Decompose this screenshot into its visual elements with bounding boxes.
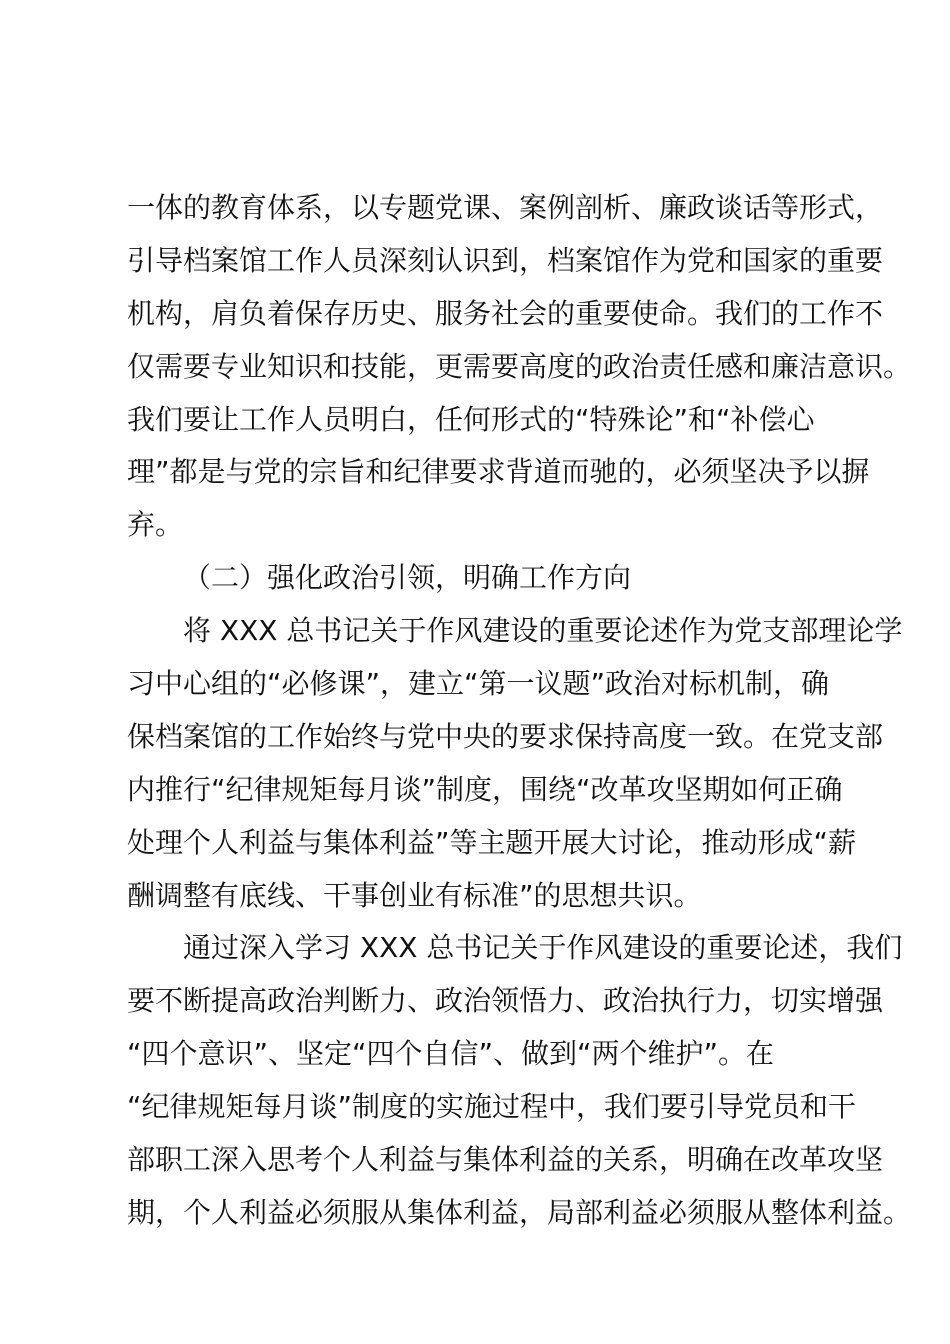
paragraph-continuation-line: 弃。 [127, 508, 184, 542]
paragraph-continuation-line: 机构，肩负着保存历史、服务社会的重要使命。我们的工作不 [127, 296, 884, 330]
paragraph-continuation-line: 理”都是与党的宗旨和纪律要求背道而驰的，必须坚决予以摒 [127, 455, 870, 489]
document-body [127, 182, 912, 1240]
paragraph-line: “纪律规矩每月谈”制度的实施过程中，我们要引导党员和干 [127, 1090, 857, 1124]
paragraph-line: “四个意识”、坚定“四个自信”、做到“两个维护”。在 [127, 1037, 775, 1071]
paragraph-first-line: 将 XXX 总书记关于作风建设的重要论述作为党支部理论学 [183, 614, 903, 648]
paragraph-continuation-line: 引导档案馆工作人员深刻认识到，档案馆作为党和国家的重要 [127, 243, 884, 277]
section-heading: （二）强化政治引领，明确工作方向 [183, 561, 632, 595]
paragraph-line: 酬调整有底线、干事创业有标准”的思想共识。 [127, 878, 702, 912]
paragraph-line: 保档案馆的工作始终与党中央的要求保持高度一致。在党支部 [127, 719, 884, 753]
paragraph-line: 期，个人利益必须服从集体利益，局部利益必须服从整体利益。 [127, 1195, 912, 1229]
paragraph-line: 处理个人利益与集体利益”等主题开展大讨论，推动形成“薪 [127, 825, 857, 859]
paragraph-line: 习中心组的“必修课”，建立“第一议题”政治对标机制，确 [127, 667, 830, 701]
paragraph-line: 内推行“纪律规矩每月谈”制度，围绕“改革攻坚期如何正确 [127, 772, 843, 806]
paragraph-first-line: 通过深入学习 XXX 总书记关于作风建设的重要论述，我们 [183, 931, 903, 965]
paragraph-continuation-line: 仅需要专业知识和技能，更需要高度的政治责任感和廉洁意识。 [127, 349, 912, 383]
paragraph-continuation-line: 一体的教育体系，以专题党课、案例剖析、廉政谈话等形式， [127, 191, 884, 224]
paragraph-line: 要不断提高政治判断力、政治领悟力、政治执行力，切实增强 [127, 984, 884, 1018]
paragraph-line: 部职工深入思考个人利益与集体利益的关系，明确在改革攻坚 [127, 1143, 884, 1177]
paragraph-continuation-line: 我们要让工作人员明白，任何形式的“特殊论”和“补偿心 [127, 402, 815, 436]
